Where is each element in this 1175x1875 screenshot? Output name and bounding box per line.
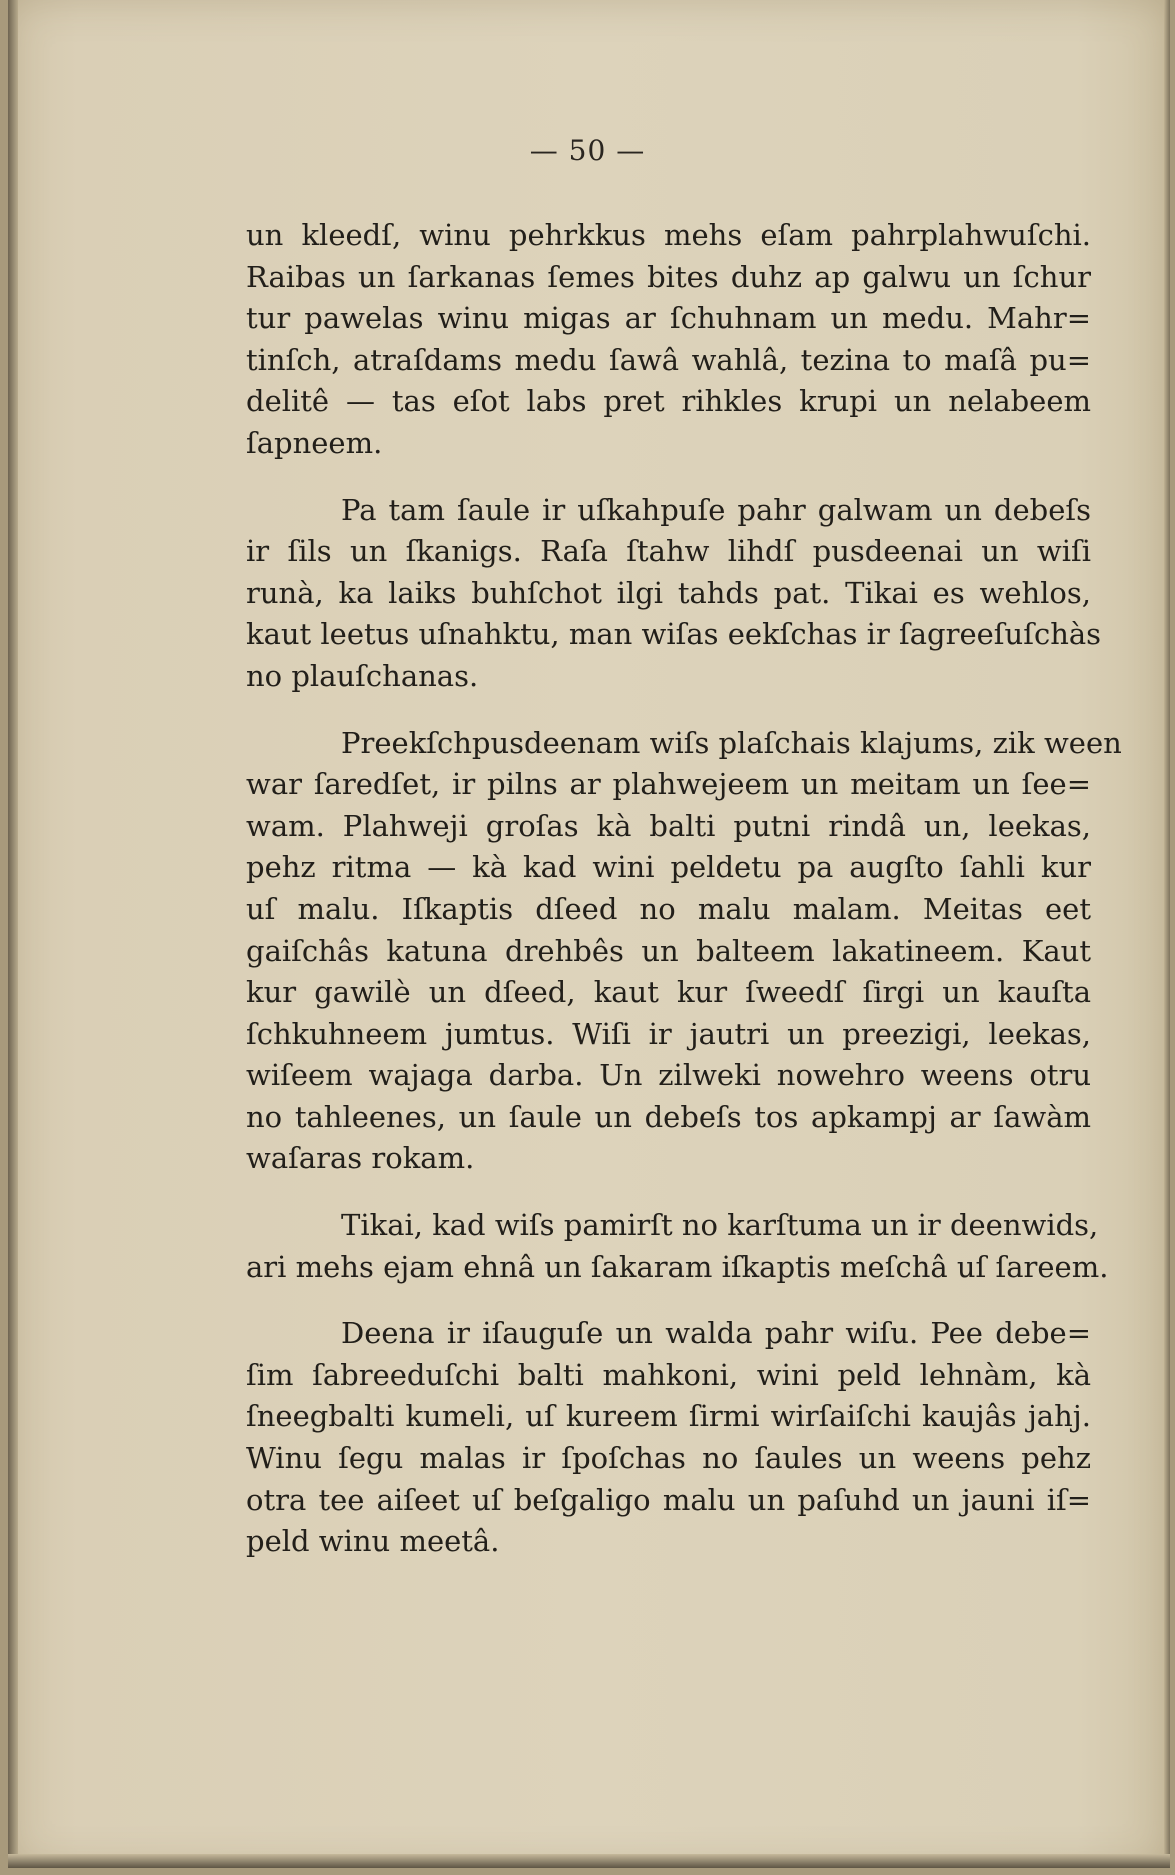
text-line: wam. Plahweji groſas kà balti putni rindâ un, leekas,: [246, 808, 1091, 843]
text-line: ari mehs ejam ehnâ un ſakaram iſkaptis meſchâ uſ ſareem.: [246, 1249, 1109, 1284]
text-line: un kleedſ, winu pehrkkus mehs eſam pahrplahwuſchi.: [246, 218, 1091, 252]
text-line: no plauſchanas.: [246, 658, 479, 693]
paragraph: [246, 723, 1122, 1181]
text-line: uſ malu. Iſkaptis dſeed no malu malam. Meitas eet: [246, 891, 1091, 926]
text-line: wiſeem wajaga darba. Un zilweki nowehro weens otru: [246, 1058, 1091, 1093]
body-text: [246, 215, 1122, 1588]
text-line: ſim ſabreeduſchi balti mahkoni, wini peld lehnàm, kà: [246, 1357, 1091, 1392]
text-line: ſapneem.: [246, 425, 383, 460]
text-line: pehz ritma — kà kad wini peldetu pa augſto ſahli kur: [246, 850, 1091, 885]
text-line: Tikai, kad wiſs pamirſt no karſtuma un ir deenwids,: [341, 1208, 1099, 1243]
text-line: ſneegbalti kumeli, uſ kureem ſirmi wirſaiſchi kaujâs jahj.: [246, 1399, 1091, 1434]
text-line: kur gawilè un dſeed, kaut kur ſweedſ ſirgi un kauſta: [246, 975, 1091, 1010]
text-line: delitê — tas eſot labs pret rihkles krupi un nelabeem: [246, 384, 1091, 419]
text-line: Pa tam ſaule ir uſkahpuſe pahr galwam un debeſs: [341, 492, 1091, 527]
text-line: kaut leetus uſnahktu, man wiſas eekſchas ir ſagreeſuſchàs: [246, 617, 1102, 652]
text-line: ir ſils un ſkanigs. Raſa ſtahw lihdſ pusdeenai un wiſi: [246, 534, 1091, 569]
text-line: Winu ſegu malas ir ſpoſchas no ſaules un weens pehz: [246, 1441, 1091, 1476]
page-edge-bottom: [8, 1854, 1170, 1868]
page-edge-left: [8, 0, 18, 1868]
text-line: runà, ka laiks buhſchot ilgi tahds pat. Tikai es wehlos,: [246, 575, 1091, 610]
text-line: tur pawelas winu migas ar ſchuhnam un medu. Mahr=: [246, 301, 1091, 336]
paragraph: [246, 1313, 1091, 1563]
text-line: ſchkuhneem jumtus. Wiſi ir jautri un preezigi, leekas,: [246, 1016, 1091, 1051]
page-number: — 50 —: [529, 134, 646, 167]
paragraph: [246, 215, 1091, 465]
text-line: otra tee aiſeet uſ beſgaligo malu un paſuhd un jauni iſ=: [246, 1482, 1091, 1517]
text-line: Raibas un ſarkanas ſemes bites duhz ap galwu un ſchur: [246, 259, 1091, 294]
text-line: Deena ir iſauguſe un walda pahr wiſu. Pee debe=: [341, 1316, 1091, 1351]
paragraph: [246, 1205, 1109, 1288]
page-edge-right: [1164, 0, 1170, 1868]
paragraph: [246, 490, 1102, 698]
text-line: gaiſchâs katuna drehbês un balteem lakatineem. Kaut: [246, 933, 1091, 968]
text-line: Preekſchpusdeenam wiſs plaſchais klajums, zik ween: [341, 725, 1122, 760]
text-line: tinſch, atraſdams medu ſawâ wahlâ, tezina to maſâ pu=: [246, 342, 1091, 377]
text-line: peld winu meetâ.: [246, 1524, 500, 1559]
text-line: war ſaredſet, ir pilns ar plahwejeem un meitam un ſee=: [246, 767, 1091, 802]
text-line: no tahleenes, un ſaule un debeſs tos apkampj ar ſawàm: [246, 1099, 1091, 1134]
text-line: waſaras rokam.: [246, 1141, 475, 1176]
